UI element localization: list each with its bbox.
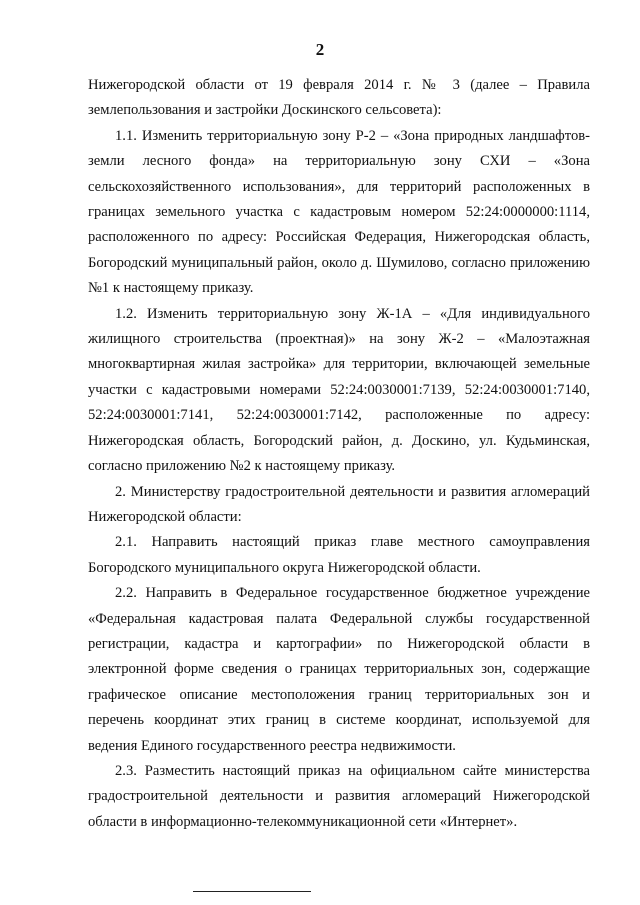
paragraph-2-2: 2.2. Направить в Федеральное государственное бюджетное учреждение «Федеральная кадастровая палата Федеральной службы государственной регистрации, кадастра и картографии» по Нижегородской области в электронной форме сведения о границах территориальных зон, содержащие графическое описание местоположения границ территориальных зон и перечень координат этих границ в системе координат, используемой для ведения Единого государственного реестра недвижимости. xyxy=(88,585,590,754)
page-number: 2 xyxy=(315,40,325,59)
paragraph-1-1: 1.1. Изменить территориальную зону Р-2 – «Зона природных ландшафтов-земли лесного фонда» на территориальную зону СХИ – «Зона сельскохозяйственного использования», для территорий расположенных в границах земельного участка с кадастровым номером 52:24:0000000:1114, расположенного по адресу: Российская Федерация, Нижегородская область, Богородский муниципальный район, около д. Шумилово, согласно приложению №1 к настоящему приказу. xyxy=(88,127,590,297)
paragraph-2-1: 2.1. Направить настоящий приказ главе местного самоуправления Богородского муниципального округа Нижегородской области. xyxy=(88,534,590,576)
paragraph-continuation: Нижегородской области от 19 февраля 2014 г. № 3 (далее – Правила землепользования и застройки Доскинского сельсовета): xyxy=(88,77,590,119)
paragraph-1-2: 1.2. Изменить территориальную зону Ж-1А – «Для индивидуального жилищного строительства (проектная)» на зону Ж-2 – «Малоэтажная многоквартирная жилая застройка» для территории, включающей земельные участки с кадастровыми номерами 52:24:0030001:7139, 52:24:0030001:7140, 52:24:0030001:7141, 52:24:0030001:7142, расположенные по адресу: Нижегородская область, Богородский район, д. Доскино, ул. Кудьминская, согласно приложению №2 к настоящему приказу. xyxy=(88,305,590,475)
paragraph-2: 2. Министерству градостроительной деятельности и развития агломераций Нижегородской области: xyxy=(88,483,590,525)
footer-divider xyxy=(193,891,311,892)
document-body xyxy=(88,73,590,835)
paragraph-2-3: 2.3. Разместить настоящий приказ на официальном сайте министерства градостроительной деятельности и развития агломераций Нижегородской области в информационно-телекоммуникационной сети «Интернет». xyxy=(88,762,590,830)
